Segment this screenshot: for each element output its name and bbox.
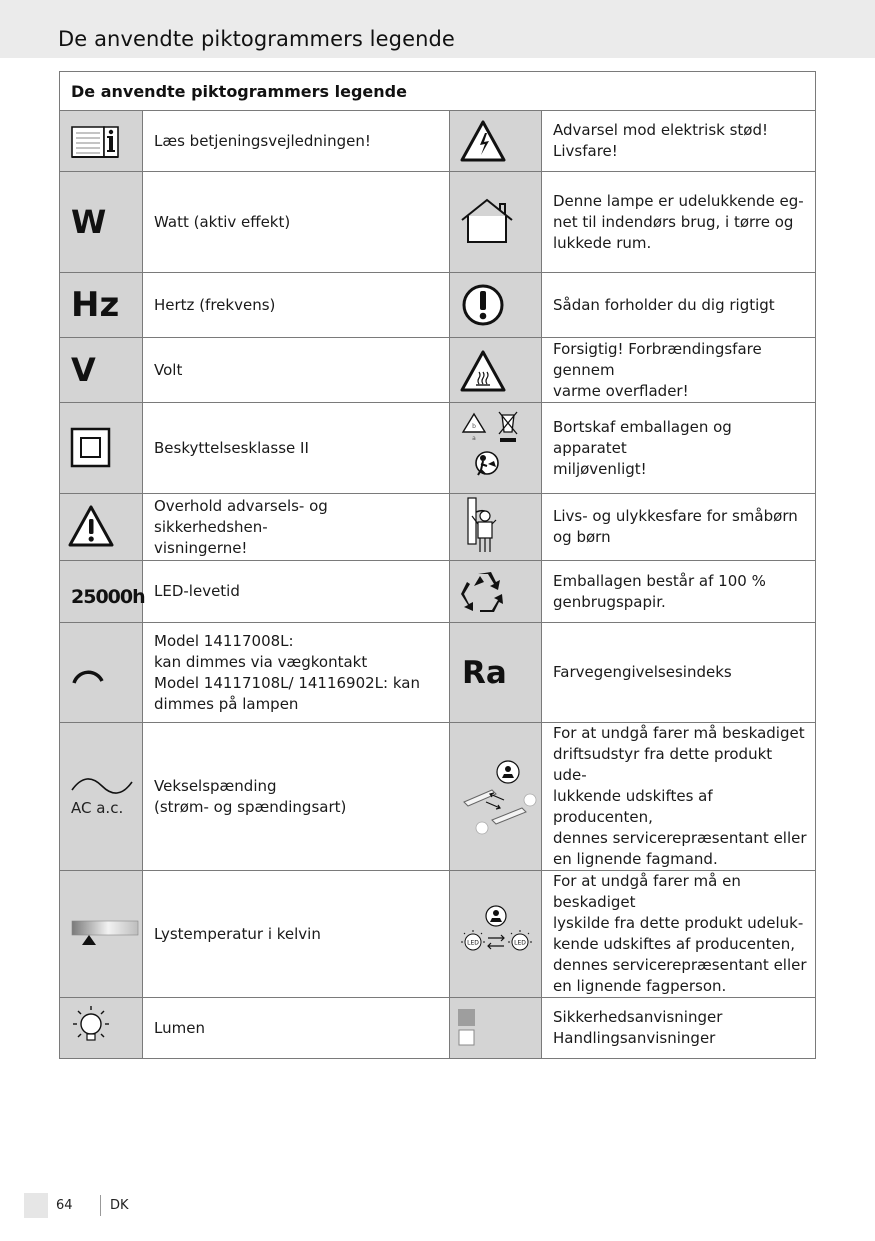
- text-line: Beskyttelsesklasse II: [154, 438, 309, 457]
- legend-icon-cell: [450, 172, 542, 273]
- legend-text: [143, 494, 450, 561]
- legend-text: [542, 998, 816, 1059]
- text-line: Sådan forholder du dig rigtigt: [553, 295, 775, 314]
- text-line: net til indendørs brug, i tørre og: [553, 212, 794, 231]
- legend-text: [143, 273, 450, 338]
- legend-icon-cell: [60, 273, 143, 338]
- warning-triangle-icon: [60, 497, 143, 557]
- text-line: Farvegengivelsesindeks: [553, 663, 732, 681]
- legend-icon-cell: [450, 111, 542, 172]
- pictogram-legend-table: [59, 71, 816, 1059]
- footer-marker: [24, 1193, 48, 1218]
- lumen-bulb-icon: [60, 998, 143, 1058]
- legend-icon-cell: [450, 623, 542, 723]
- legend-text: [542, 403, 816, 494]
- text-line: Livs- og ulykkesfare for småbørn: [553, 507, 798, 525]
- legend-text: [143, 111, 450, 172]
- text-line: Watt (aktiv effekt): [154, 212, 291, 231]
- legend-icon-cell: [60, 623, 143, 723]
- header-band: [0, 0, 875, 58]
- legend-text: [542, 338, 816, 403]
- watt-symbol: W: [71, 203, 107, 241]
- legend-text: [542, 273, 816, 338]
- legend-text: [143, 998, 450, 1059]
- text-line: en lignende fagperson.: [553, 977, 727, 995]
- disposal-recycling-icon: [450, 408, 542, 488]
- table-row: [60, 111, 816, 172]
- text-line: kan dimmes via vægkontakt: [154, 652, 368, 671]
- table-row: [60, 998, 816, 1059]
- text-line: Forsigtig! Forbrændingsfare gennem: [553, 339, 762, 379]
- legend-text: [542, 561, 816, 623]
- legend-icon-cell: [60, 998, 143, 1059]
- text-line: Model 14117008L:: [154, 631, 294, 650]
- legend-icon-cell: [450, 338, 542, 403]
- instruction-squares-icon: [450, 998, 542, 1058]
- legend-icon-cell: [450, 403, 542, 494]
- legend-icon-cell: [60, 172, 143, 273]
- text-line: Læs betjeningsvejledningen!: [154, 131, 371, 150]
- page-title: De anvendte piktogrammers legende: [58, 27, 455, 51]
- text-line: Lumen: [154, 1018, 205, 1037]
- exclamation-circle-icon: [450, 275, 542, 335]
- text-line: (strøm- og spændingsart): [154, 797, 347, 816]
- manual-info-icon: [60, 111, 143, 171]
- legend-icon-cell: [60, 338, 143, 403]
- table-title: De anvendte piktogrammers legende: [60, 72, 816, 111]
- table-header-row: [60, 72, 816, 111]
- legend-icon-cell: [450, 723, 542, 871]
- dimmer-arc-icon: [60, 643, 143, 703]
- legend-text: [143, 871, 450, 998]
- text-line: Volt: [154, 360, 183, 379]
- led-replacement-icon: [450, 894, 542, 974]
- legend-text: [542, 871, 816, 998]
- text-line: lukkede rum.: [553, 233, 652, 252]
- legend-text: [542, 111, 816, 172]
- text-line: genbrugspapir.: [553, 592, 666, 611]
- legend-icon-cell: [60, 494, 143, 561]
- legend-text: [542, 723, 816, 871]
- electric-shock-warning-icon: [450, 111, 542, 171]
- text-line: kende udskiftes af producenten,: [553, 935, 795, 953]
- legend-text: [542, 623, 816, 723]
- table-row: [60, 338, 816, 403]
- text-line: driftsudstyr fra dette produkt ude-: [553, 745, 773, 784]
- text-line: en lignende fagmand.: [553, 850, 718, 868]
- legend-text: [143, 561, 450, 623]
- legend-text: [143, 623, 450, 723]
- svg-text:b: b: [472, 423, 476, 430]
- legend-icon-cell: [450, 494, 542, 561]
- table-row: [60, 871, 816, 998]
- footer-divider: [100, 1195, 101, 1216]
- legend-text: [143, 403, 450, 494]
- text-line: For at undgå farer må beskadiget: [553, 724, 805, 742]
- text-line: dimmes på lampen: [154, 694, 299, 713]
- legend-text: [143, 338, 450, 403]
- table-row: [60, 623, 816, 723]
- text-line: dennes servicerepræsentant eller: [553, 956, 807, 974]
- hot-surface-warning-icon: [450, 340, 542, 400]
- legend-icon-cell: [450, 561, 542, 623]
- legend-text: [143, 172, 450, 273]
- hertz-symbol: Hz: [71, 285, 120, 325]
- text-line: Overhold advarsels- og sikkerhedshen-: [154, 496, 328, 536]
- text-line: Bortskaf emballagen og apparatet: [553, 417, 732, 457]
- language-code: DK: [110, 1198, 129, 1213]
- legend-icon-cell: [60, 561, 143, 623]
- color-rendering-symbol: Ra: [462, 654, 507, 691]
- text-line: varme overflader!: [553, 381, 689, 400]
- table-row: [60, 403, 816, 494]
- legend-icon-cell: [450, 273, 542, 338]
- legend-icon-cell: [450, 871, 542, 998]
- protection-class-ii-icon: [60, 418, 143, 478]
- recycling-arrows-icon: [450, 562, 542, 622]
- text-line: Emballagen består af 100 %: [553, 571, 766, 590]
- ac-label: AC a.c.: [71, 799, 124, 817]
- text-line: Lystemperatur i kelvin: [154, 924, 321, 943]
- legend-text: [542, 494, 816, 561]
- legend-text: [143, 723, 450, 871]
- table-row: [60, 561, 816, 623]
- text-line: Model 14117108L/ 14116902L: kan: [154, 673, 420, 692]
- text-line: Advarsel mod elektrisk stød! Livsfare!: [553, 121, 769, 160]
- table-row: [60, 723, 816, 871]
- led-lifetime-symbol: 25000h: [71, 585, 145, 608]
- text-line: og børn: [553, 528, 611, 546]
- table-row: [60, 172, 816, 273]
- legend-icon-cell: [60, 403, 143, 494]
- child-danger-icon: [450, 494, 542, 560]
- table-row: [60, 494, 816, 561]
- text-line: LED-levetid: [154, 582, 240, 600]
- text-line: miljøvenligt!: [553, 459, 647, 478]
- text-line: visningerne!: [154, 538, 248, 557]
- text-line: For at undgå farer må en beskadiget: [553, 872, 741, 911]
- ac-wave-icon: [60, 776, 143, 798]
- text-line: Hertz (frekvens): [154, 295, 276, 314]
- text-line: lukkende udskiftes af producenten,: [553, 787, 713, 826]
- legend-icon-cell: [60, 871, 143, 998]
- text-line: Handlingsanvisninger: [553, 1029, 716, 1047]
- legend-icon-cell: [60, 723, 143, 871]
- table-row: [60, 273, 816, 338]
- text-line: Vekselspænding: [154, 776, 277, 795]
- text-line: Denne lampe er udelukkende eg-: [553, 191, 804, 210]
- svg-text:a: a: [472, 435, 476, 442]
- svg-text:LED: LED: [467, 939, 479, 947]
- text-line: dennes servicerepræsentant eller: [553, 829, 807, 847]
- legend-text: [542, 172, 816, 273]
- driver-replacement-icon: [450, 752, 542, 842]
- indoor-house-icon: [450, 192, 542, 252]
- legend-icon-cell: [450, 998, 542, 1059]
- legend-icon-cell: [60, 111, 143, 172]
- svg-text:LED: LED: [514, 939, 526, 947]
- text-line: lyskilde fra dette produkt udeluk-: [553, 914, 804, 932]
- volt-symbol: V: [71, 351, 96, 389]
- kelvin-gradient-icon: [60, 919, 143, 949]
- page-number: 64: [56, 1198, 73, 1213]
- text-line: Sikkerhedsanvisninger: [553, 1008, 723, 1026]
